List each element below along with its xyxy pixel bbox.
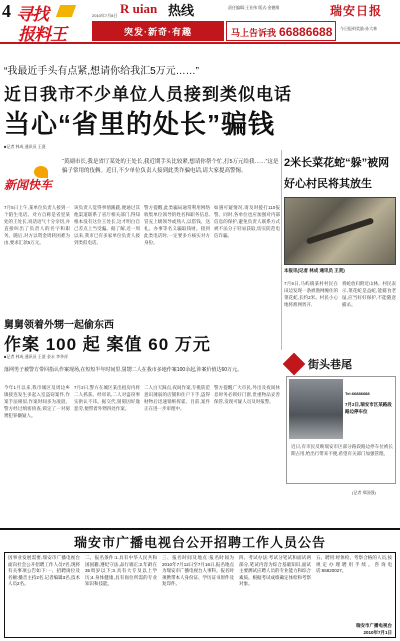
notice-column: 二、报名条件:1.具有中华人民共和国国籍,遵纪守法,品行端正;2.年龄在35周岁以下;3.具有大专及以上学历;4.身体健康,具有岗位所需的专业知识和技能。 bbox=[85, 555, 157, 586]
notice-date: 2010年7月1日 bbox=[363, 630, 392, 635]
lightning-icon bbox=[56, 5, 76, 17]
street-corner-text: 近日,有市民反映瑞安市区部分路段路边停车位被长期占用,给出行带来不便,希望有关部门加强管理。 bbox=[291, 444, 393, 456]
logo-line1: 寻找 bbox=[16, 5, 48, 24]
snake-shape bbox=[306, 217, 374, 244]
ruian-logo: R uian bbox=[120, 1, 158, 16]
notice-title: 瑞安市广播电视台公开招聘工作人员公告 bbox=[73, 535, 326, 550]
notice-column: 因事业发展需要,瑞安市广播电视台面向社会公开招聘工作人员7名,现将有关事项公告如下:一、招聘岗位及名额:播音主持2名,记者编辑3名,技术人员2名。 bbox=[8, 555, 80, 586]
main-headline-wrap bbox=[4, 104, 396, 140]
snake-caption: 本报讯(记者 林成 通讯员 王贤) bbox=[284, 268, 345, 273]
snake-column: 将蛇放归附近山林。村民表示,菜花蛇是益蛇,能捕食老鼠,应当好好保护,不能随意捕杀。 bbox=[342, 281, 396, 307]
street-photo-caption bbox=[345, 401, 395, 415]
notice-org: 瑞安市广播电视台 bbox=[356, 623, 392, 628]
story2-kicker: 舅舅领着外甥一起偷东西 bbox=[4, 320, 114, 331]
news-express-logo bbox=[4, 166, 58, 200]
main-quote: “我最近手头有点紧,想请你给我汇5万元……” bbox=[4, 66, 199, 77]
notice-rule bbox=[0, 528, 400, 530]
hotline-prefix: 马上告诉我 bbox=[231, 28, 277, 38]
street-corner-icon bbox=[283, 353, 306, 376]
main-headline-large: 当心“省里的处长”骗钱 bbox=[4, 109, 276, 139]
story2-byline: ■记者 林成 通讯员 王贤 金永 李华祥 bbox=[4, 354, 68, 359]
hotline-digits: 66886688 bbox=[279, 25, 333, 39]
slogan-box bbox=[92, 21, 224, 41]
notice-box bbox=[4, 552, 396, 638]
paper-name: 瑞安日报 bbox=[330, 4, 383, 18]
issue-date: 2010年7月8日 bbox=[92, 13, 118, 18]
hotline-box bbox=[226, 21, 336, 41]
notice-column: 四、考试办法:考试分笔试和面试两部分,笔试内容为综合基础知识,面试主要测试应聘人员的专业能力和综合素质。根据考试成绩确定体检和考察对象。 bbox=[239, 555, 311, 586]
notice-column: 五、聘用:经体检、考察合格的人员,按规定办理聘用手续。咨询电话:65820027。 bbox=[316, 555, 392, 573]
news-express-label: 新闻快车 bbox=[4, 178, 53, 192]
main-column: 7月5日上午,某单位负责人接到一个陌生电话。对方自称是省里某处的王处长,说话语气十分亲切,并直接叫出了负责人的名字和职务。随后,对方以资金周转困难为由,要求汇款5万元。 bbox=[4, 205, 70, 245]
column-divider bbox=[281, 150, 282, 350]
main-byline: ■记者 林成 通讯员 王贤 bbox=[4, 144, 46, 149]
slogan: 突发·新奇·有趣 bbox=[124, 27, 192, 37]
story2-column: 二人白天踩点,夜间作案,专挑防范意识薄弱的店铺和住户下手,盗得财物后迅速销赃挥霍。目前,案件正在进一步审理中。 bbox=[144, 385, 210, 411]
story2-headline: 作案 100 起 案值 60 万元 bbox=[4, 335, 211, 354]
street-corner-credit: (记者 郑国强) bbox=[352, 490, 376, 495]
reward-note: 今日报料奖励:孙大林 bbox=[340, 26, 378, 31]
main-column: 该负责人觉得事情蹊跷,便通过其他渠道联系了省厅相关部门,得知根本没有这位王处长,这才明白自己差点上当受骗。据了解,近一周以来,我市已有多家单位负责人接到类似电话。 bbox=[74, 205, 140, 245]
editor-meta: 责任编辑:王业伟 版式:金德维 bbox=[228, 5, 280, 10]
main-column: 警方提醒,此类骗局通常利用网络收集单位领导的姓名和职务信息,冒充上级领导或熟人,以借钱、送礼、办事等名义骗取钱财。接到此类电话时,一定要多方核实对方身份。 bbox=[144, 205, 210, 245]
story2-column: 7月2日,警方在城区某出租房内将二人抓获。经审讯,二人对盗窃事实供认不讳。据交代,舅舅因好逸恶劳,便带着外甥四处作案。 bbox=[74, 385, 140, 411]
page-number: 4 bbox=[2, 1, 11, 21]
story2-lead: 落网男子被警方带回指认作案现场,在短短半年时间里,舅甥二人在我市多地作案100余起,涉案价值达60万元。 bbox=[4, 367, 243, 373]
logo-line2: 报料王 bbox=[18, 25, 66, 44]
street-photo-caption-text: 7月2日,瑞安市区某路段路边停车位 bbox=[345, 402, 392, 414]
main-column: 如遇可疑情况,请及时拨打110报警。同时,各单位也应加强对内部信息的保护,避免负责人联系方式被不法分子轻易获取,切实防范电信诈骗。 bbox=[214, 205, 280, 238]
snake-column: 7月6日,马屿镇某村村民在田边发现一条被渔网缠住的菜花蛇,长约2米。村民小心地将渔网剪开, bbox=[284, 281, 338, 307]
main-lead: “黄副市长,我是省厅某处的王处长,我近期手头比较紧,想请你帮个忙,打5万元给我……”这是骗子常用的伎俩。近日,不少单位负责人接到此类诈骗电话,请大家提高警惕。 bbox=[62, 159, 279, 174]
street-corner-title: 街头巷尾 bbox=[308, 359, 352, 371]
story2-column: 今年1月以来,我市城区及周边乡镇接连发生多起入室盗窃案件,作案手法相似,作案时间多为凌晨。警方经过缜密侦查,锁定了一对舅甥犯罪嫌疑人。 bbox=[4, 385, 70, 418]
baoliao-logo bbox=[16, 0, 78, 42]
section-title: 热线 bbox=[168, 3, 195, 18]
main-headline: 近日我市不少单位人员接到类似电话 bbox=[4, 85, 292, 104]
street-photo bbox=[289, 379, 343, 439]
snake-story-title: 2米长菜花蛇“躲”被网 bbox=[284, 157, 390, 169]
notice-column: 三、报名时间及地点:报名时间为2010年7月12日至7月16日,报名地点为瑞安市广播电视台人事科。报名时须携带本人身份证、学历证书原件及复印件。 bbox=[162, 555, 234, 586]
street-corner-tel: Tel:66886688 bbox=[345, 391, 370, 396]
hotline-number bbox=[231, 25, 332, 39]
snake-story-subtitle: 好心村民将其放生 bbox=[284, 178, 372, 190]
street-corner-box bbox=[286, 376, 396, 484]
snake-photo bbox=[284, 197, 396, 265]
masthead bbox=[0, 0, 400, 44]
story2-column: 警方提醒广大市民,外出及夜间休息时务必锁好门窗,贵重物品妥善保管,发现可疑人员及时报警。 bbox=[214, 385, 280, 404]
